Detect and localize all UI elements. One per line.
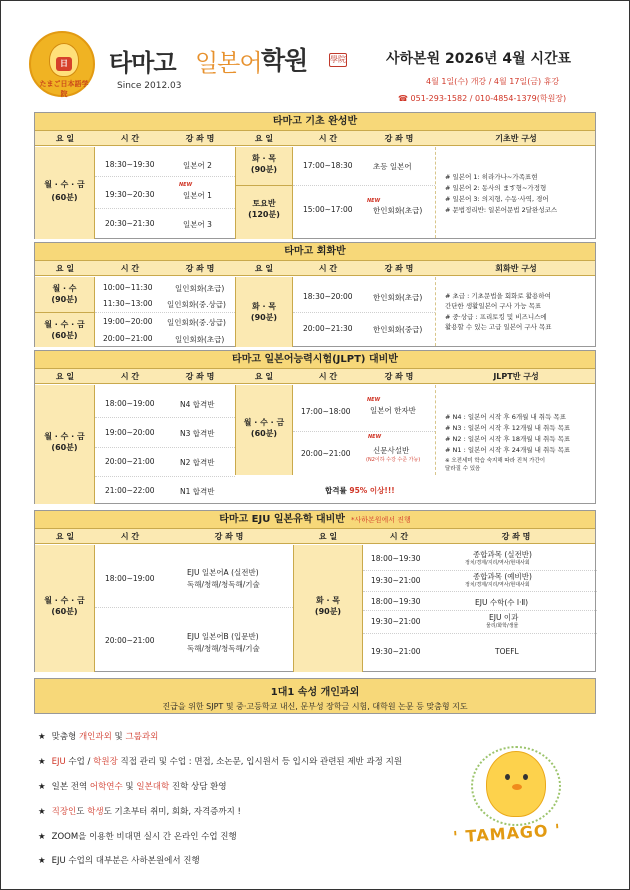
jlpt-note-5: ※ 오전세미 학습 숙지해 따라 진척 가간이 (445, 458, 546, 464)
jlpt-course-4: N1 합격반 (180, 487, 215, 496)
day-label: 월 · 수 · 금 (44, 596, 85, 605)
conv-right-course-2: 한인회화(중급) (373, 325, 423, 334)
feature-item (38, 780, 227, 792)
feature-item (38, 805, 241, 817)
eju-right-time-3: 18:00~19:30 (371, 597, 421, 606)
hdr-day-2: 요 일 (254, 372, 274, 381)
row-divider (95, 607, 293, 608)
conv-time-2: 11:30~13:00 (103, 299, 153, 308)
conv-time-1: 10:00~11:30 (103, 283, 153, 292)
conv-right-course-1: 한인회화(초급) (373, 293, 423, 302)
since-label: Since 2012.03 (117, 81, 182, 91)
hdr-time-2: 시 간 (389, 532, 409, 541)
feature-text: EJU 수업의 대부분은 사하본원에서 진행 (51, 856, 200, 866)
logo-badge: 日 (56, 57, 72, 71)
eju-title-note: *사하본원에서 진행 (350, 516, 411, 524)
feature-text: ZOOM을 이용한 비대면 실시 간 온라인 수업 진행 (51, 832, 237, 842)
hdr-course-2: 강 좌 명 (384, 134, 414, 143)
basic-note-4: # 문법정리반: 일본어문법 2달완성코스 (445, 206, 558, 214)
eju-right-course-4: EJU 이과 (489, 613, 519, 622)
jlpt-course-2: N3 합격반 (180, 429, 215, 438)
chick-mascot-icon (486, 751, 546, 817)
basic-time-1: 18:30~19:30 (105, 160, 155, 169)
feature-text: 그룹과외 (125, 732, 159, 742)
eju-right-course-3: EJU 수학(수 Ⅰ·Ⅱ) (475, 598, 529, 607)
conv-course-4: 일인회화(초급) (175, 335, 225, 344)
hdr-course: 강 좌 명 (214, 532, 244, 541)
duration-label: (90분) (51, 295, 78, 304)
eju-right-time-4: 19:30~21:00 (371, 617, 421, 626)
conv-note-1: # 초급 : 기초문법을 회화로 활용하여 (445, 292, 551, 300)
hdr-day: 요 일 (55, 134, 75, 143)
hdr-time-2: 시 간 (318, 264, 338, 273)
conv-right-time-1: 18:30~20:00 (303, 292, 353, 301)
row-divider (95, 208, 235, 209)
hdr-course: 강 좌 명 (185, 372, 215, 381)
jlpt-right-course-1: 일본어 한자반 (370, 406, 416, 415)
row-divider (293, 312, 435, 313)
column-divider (435, 385, 436, 475)
jlpt-note-4: # N1 : 일본어 시작 후 24개월 내 취득 목표 (445, 446, 571, 454)
conv-right-day-cell (235, 277, 293, 347)
row-divider (95, 312, 235, 313)
feature-item (38, 830, 237, 842)
jlpt-note-2: # N3 : 일본어 시작 후 12개월 내 취득 목표 (445, 424, 571, 432)
jlpt-course-3: N2 합격반 (180, 458, 215, 467)
jlpt-course-section (34, 350, 596, 504)
conv-day-cell-1 (35, 277, 95, 312)
page-title: 사하본원 2026년 4월 시간표 (386, 51, 572, 67)
jlpt-time-3: 20:00~21:00 (105, 457, 155, 466)
row-divider (293, 431, 435, 432)
new-badge: NEW (367, 198, 381, 204)
day-label: 화 · 목 (251, 154, 277, 163)
jlpt-day-cell (35, 385, 95, 504)
eju-course-1-sub: 독해/청해/청독해/기술 (187, 580, 260, 589)
conv-note-4: 활용할 수 있는 고급 일본어 구사 목표 (445, 323, 552, 331)
jlpt-right-course-2-sub: (N2이하 수강 수준 가능) (366, 457, 421, 463)
pass-rate (325, 485, 395, 496)
jlpt-right-day-cell (235, 385, 293, 475)
feature-text: 및 (122, 782, 137, 792)
eju-header-row (35, 529, 595, 544)
row-divider (95, 176, 235, 177)
hdr-time-2: 시 간 (318, 372, 338, 381)
basic-right-course-1: 초등 일본어 (373, 162, 412, 171)
hdr-course-2: 강 좌 명 (384, 264, 414, 273)
day-label: 월 · 수 · 금 (44, 180, 85, 189)
brand-academy: 학원 (261, 46, 308, 75)
duration-label: (60분) (51, 607, 78, 616)
hdr-jlpt-composition: JLPT반 구성 (493, 372, 539, 381)
jlpt-note-6: 달라질 수 있음 (445, 466, 481, 472)
hdr-day-2: 요 일 (318, 532, 338, 541)
brand-stamp: 學院 (329, 53, 347, 67)
duration-label: (60분) (51, 443, 78, 452)
feature-item (38, 854, 200, 866)
row-divider (95, 476, 235, 477)
hdr-course-2: 강 좌 명 (384, 372, 414, 381)
eye-icon (523, 774, 528, 780)
eju-right-time-1: 18:00~19:30 (371, 554, 421, 563)
eju-course-2: EJU 일본어B (입문반) (187, 632, 259, 641)
star-icon: ★ (38, 832, 46, 842)
logo-ring-text: たまご日本語学院 (39, 80, 89, 98)
pass-rate-prefix: 합격률 (325, 486, 350, 495)
conv-day-cell-2 (35, 312, 95, 347)
eju-right-course-2-sub: 정치/경제/지리/역사/현대사회 (465, 582, 530, 588)
duration-label: (120분) (248, 210, 280, 219)
new-badge: NEW (179, 182, 193, 188)
eju-section-title (35, 511, 595, 529)
basic-right-time-2: 15:00~17:00 (303, 205, 353, 214)
feature-text: 어학연수 (89, 782, 123, 792)
hdr-course-2: 강 좌 명 (501, 532, 531, 541)
feature-text: 도 기초부터 취미, 회화, 자격증까지 ! (103, 807, 241, 817)
eju-right-time-2: 19:30~21:00 (371, 576, 421, 585)
hdr-basic-composition: 기초반 구성 (495, 134, 537, 143)
jlpt-header-row (35, 369, 595, 384)
eye-icon (505, 774, 510, 780)
brand-japanese: 일본어 (195, 49, 262, 77)
duration-label: (90분) (250, 165, 278, 174)
conv-right-time-2: 20:00~21:30 (303, 324, 353, 333)
basic-time-2: 19:30~20:30 (105, 190, 155, 199)
private-lesson-title: 1대1 속성 개인과외 (270, 687, 360, 698)
conv-time-3: 19:00~20:00 (103, 317, 153, 326)
basic-right-time-1: 17:00~18:30 (303, 161, 353, 170)
hdr-course: 강 좌 명 (185, 264, 215, 273)
feature-text: 학생 (87, 807, 104, 817)
beak-icon (512, 784, 522, 790)
jlpt-time-2: 19:00~20:00 (105, 428, 155, 437)
basic-course-2: 일본어 1 (183, 191, 212, 200)
eju-course-section (34, 510, 596, 672)
hdr-time: 시 간 (120, 372, 140, 381)
jlpt-section-title: 타마고 일본어능력시험(JLPT) 대비반 (35, 351, 595, 369)
day-label: 월 · 수 · 금 (243, 418, 285, 427)
row-divider (95, 447, 235, 448)
jlpt-course-1: N4 합격반 (180, 400, 215, 409)
row-divider (363, 633, 597, 634)
basic-course-3: 일본어 3 (183, 220, 212, 229)
eju-time-2: 20:00~21:00 (105, 636, 155, 645)
eju-right-day-cell (293, 545, 363, 672)
feature-text: 맞춤형 (51, 732, 79, 742)
eju-day-cell (35, 545, 95, 672)
conv-section-title: 타마고 회화반 (35, 243, 595, 261)
duration-label: (90분) (250, 313, 278, 322)
hdr-day: 요 일 (55, 532, 75, 541)
brand-tamago: 타마고 (109, 49, 176, 77)
column-divider (435, 147, 436, 238)
hdr-day: 요 일 (55, 264, 75, 273)
hdr-course: 강 좌 명 (185, 134, 215, 143)
feature-text: 수업 / (65, 757, 94, 767)
day-label: 월 · 수 · 금 (44, 320, 85, 329)
basic-note-1: # 일본어 1: 히라가나~가족표현 (445, 173, 538, 181)
jlpt-right-time-1: 17:00~18:00 (301, 407, 351, 416)
private-lesson-box (34, 678, 596, 714)
feature-text: 일본 전역 (51, 782, 90, 792)
basic-time-3: 20:30~21:30 (105, 219, 155, 228)
feature-item (38, 755, 402, 767)
duration-label: (60분) (250, 429, 278, 438)
academy-logo (29, 31, 95, 97)
day-label: 월 · 수 (52, 284, 77, 293)
eju-right-course-1-sub: 정치/경제/지리/역사/현대사회 (465, 560, 530, 566)
basic-note-2: # 일본어 2: 동사의 ます형~가정형 (445, 184, 547, 192)
day-label: 화 · 목 (251, 302, 277, 311)
duration-label: (60분) (51, 193, 78, 202)
basic-left-day-cell (35, 147, 95, 239)
conv-header-row (35, 261, 595, 276)
feature-item (38, 730, 158, 742)
jlpt-time-4: 21:00~22:00 (105, 486, 155, 495)
basic-header-row (35, 131, 595, 146)
star-icon: ★ (38, 782, 46, 792)
basic-course-section (34, 112, 596, 239)
eju-right-course-2: 종합과목 (예비반) (473, 572, 532, 581)
jlpt-note-1: # N4 : 일본어 시작 후 6개월 내 취득 목표 (445, 413, 566, 421)
basic-note-3: # 일본어 3: 의지형, 수동·사역, 경어 (445, 195, 549, 203)
eju-course-2-sub: 독해/청해/청독해/기술 (187, 644, 260, 653)
jlpt-time-1: 18:00~19:00 (105, 399, 155, 408)
new-badge: NEW (367, 397, 381, 403)
new-badge: NEW (368, 434, 382, 440)
feature-text: 직접 관리 및 수업 : 면접, 소논문, 입시원서 등 입시와 관련된 제반 과정 지원 (117, 757, 402, 767)
conv-note-3: # 중·상급 : 프리토킹 및 비즈니스에 (445, 313, 547, 321)
schedule-info: 4월 1일(수) 개강 / 4월 17일(금) 휴강 (426, 77, 560, 86)
hdr-time: 시 간 (120, 134, 140, 143)
conv-note-2: 간단한 생활일본어 구사 가능 목표 (445, 302, 542, 310)
eju-right-course-5: TOEFL (495, 647, 519, 656)
basic-course-1: 일본어 2 (183, 161, 212, 170)
feature-text: 및 (111, 732, 126, 742)
feature-text: 도 (76, 807, 88, 817)
hdr-time: 시 간 (120, 532, 140, 541)
hdr-day: 요 일 (55, 372, 75, 381)
conv-course-3: 일인회화(중.상급) (167, 318, 226, 327)
duration-label: (60분) (51, 331, 78, 340)
eju-right-course-1: 종합과목 (실전반) (473, 550, 532, 559)
star-icon: ★ (38, 856, 46, 866)
row-divider (95, 417, 235, 418)
feature-text: 진학 상담 환영 (169, 782, 227, 792)
duration-label: (90분) (314, 607, 342, 616)
row-divider (363, 591, 597, 592)
eju-right-time-5: 19:30~21:00 (371, 647, 421, 656)
basic-right-day-cell-2 (235, 185, 293, 239)
private-lesson-desc: 진급을 위한 SJPT 및 중·고등학교 내신, 문부성 장학금 시험, 대학원 논문 등 맞춤형 지도 (162, 702, 468, 711)
feature-text: 학원장 (93, 757, 118, 767)
hdr-conv-composition: 회화반 구성 (495, 264, 537, 273)
conv-time-4: 20:00~21:00 (103, 334, 153, 343)
basic-right-day-cell-1 (235, 147, 293, 185)
hdr-time-2: 시 간 (318, 134, 338, 143)
jlpt-right-time-2: 20:00~21:00 (301, 449, 351, 458)
contact-phone: ☎ 051-293-1582 / 010-4854-1379(학원장) (398, 94, 567, 103)
hdr-day-2: 요 일 (254, 134, 274, 143)
pass-rate-value: 95% 이상!!! (349, 486, 395, 495)
day-label: 토요반 (252, 199, 276, 208)
day-label: 화 · 목 (315, 596, 341, 605)
conv-course-2: 일인회화(중.상급) (167, 300, 226, 309)
conversation-course-section (34, 242, 596, 347)
row-divider (293, 185, 435, 186)
star-icon: ★ (38, 732, 46, 742)
jlpt-note-3: # N2 : 일본어 시작 후 18개월 내 취득 목표 (445, 435, 571, 443)
star-icon: ★ (38, 807, 46, 817)
day-label: 월 · 수 · 금 (44, 432, 85, 441)
hdr-time: 시 간 (120, 264, 140, 273)
feature-text: 개인과외 (78, 732, 112, 742)
eju-course-1: EJU 일본어A (실전반) (187, 568, 259, 577)
column-divider (435, 277, 436, 346)
eju-title-text: 타마고 EJU 일본유학 대비반 (219, 514, 345, 525)
jlpt-right-course-2: 신문사설반 (373, 446, 410, 455)
feature-text: 일본대학 (136, 782, 170, 792)
conv-course-1: 일인회화(초급) (175, 284, 225, 293)
hdr-day-2: 요 일 (254, 264, 274, 273)
eju-time-1: 18:00~19:00 (105, 574, 155, 583)
mascot-text: ' TAMAGO ' (452, 820, 562, 847)
star-icon: ★ (38, 757, 46, 767)
feature-text: EJU (51, 757, 66, 767)
basic-section-title: 타마고 기초 완성반 (35, 113, 595, 131)
feature-text: 직장인 (51, 807, 77, 817)
basic-right-course-2: 한인회화(초급) (373, 206, 423, 215)
row-divider (363, 610, 597, 611)
eju-right-course-4-sub: 물리/화학/생물 (486, 623, 519, 629)
